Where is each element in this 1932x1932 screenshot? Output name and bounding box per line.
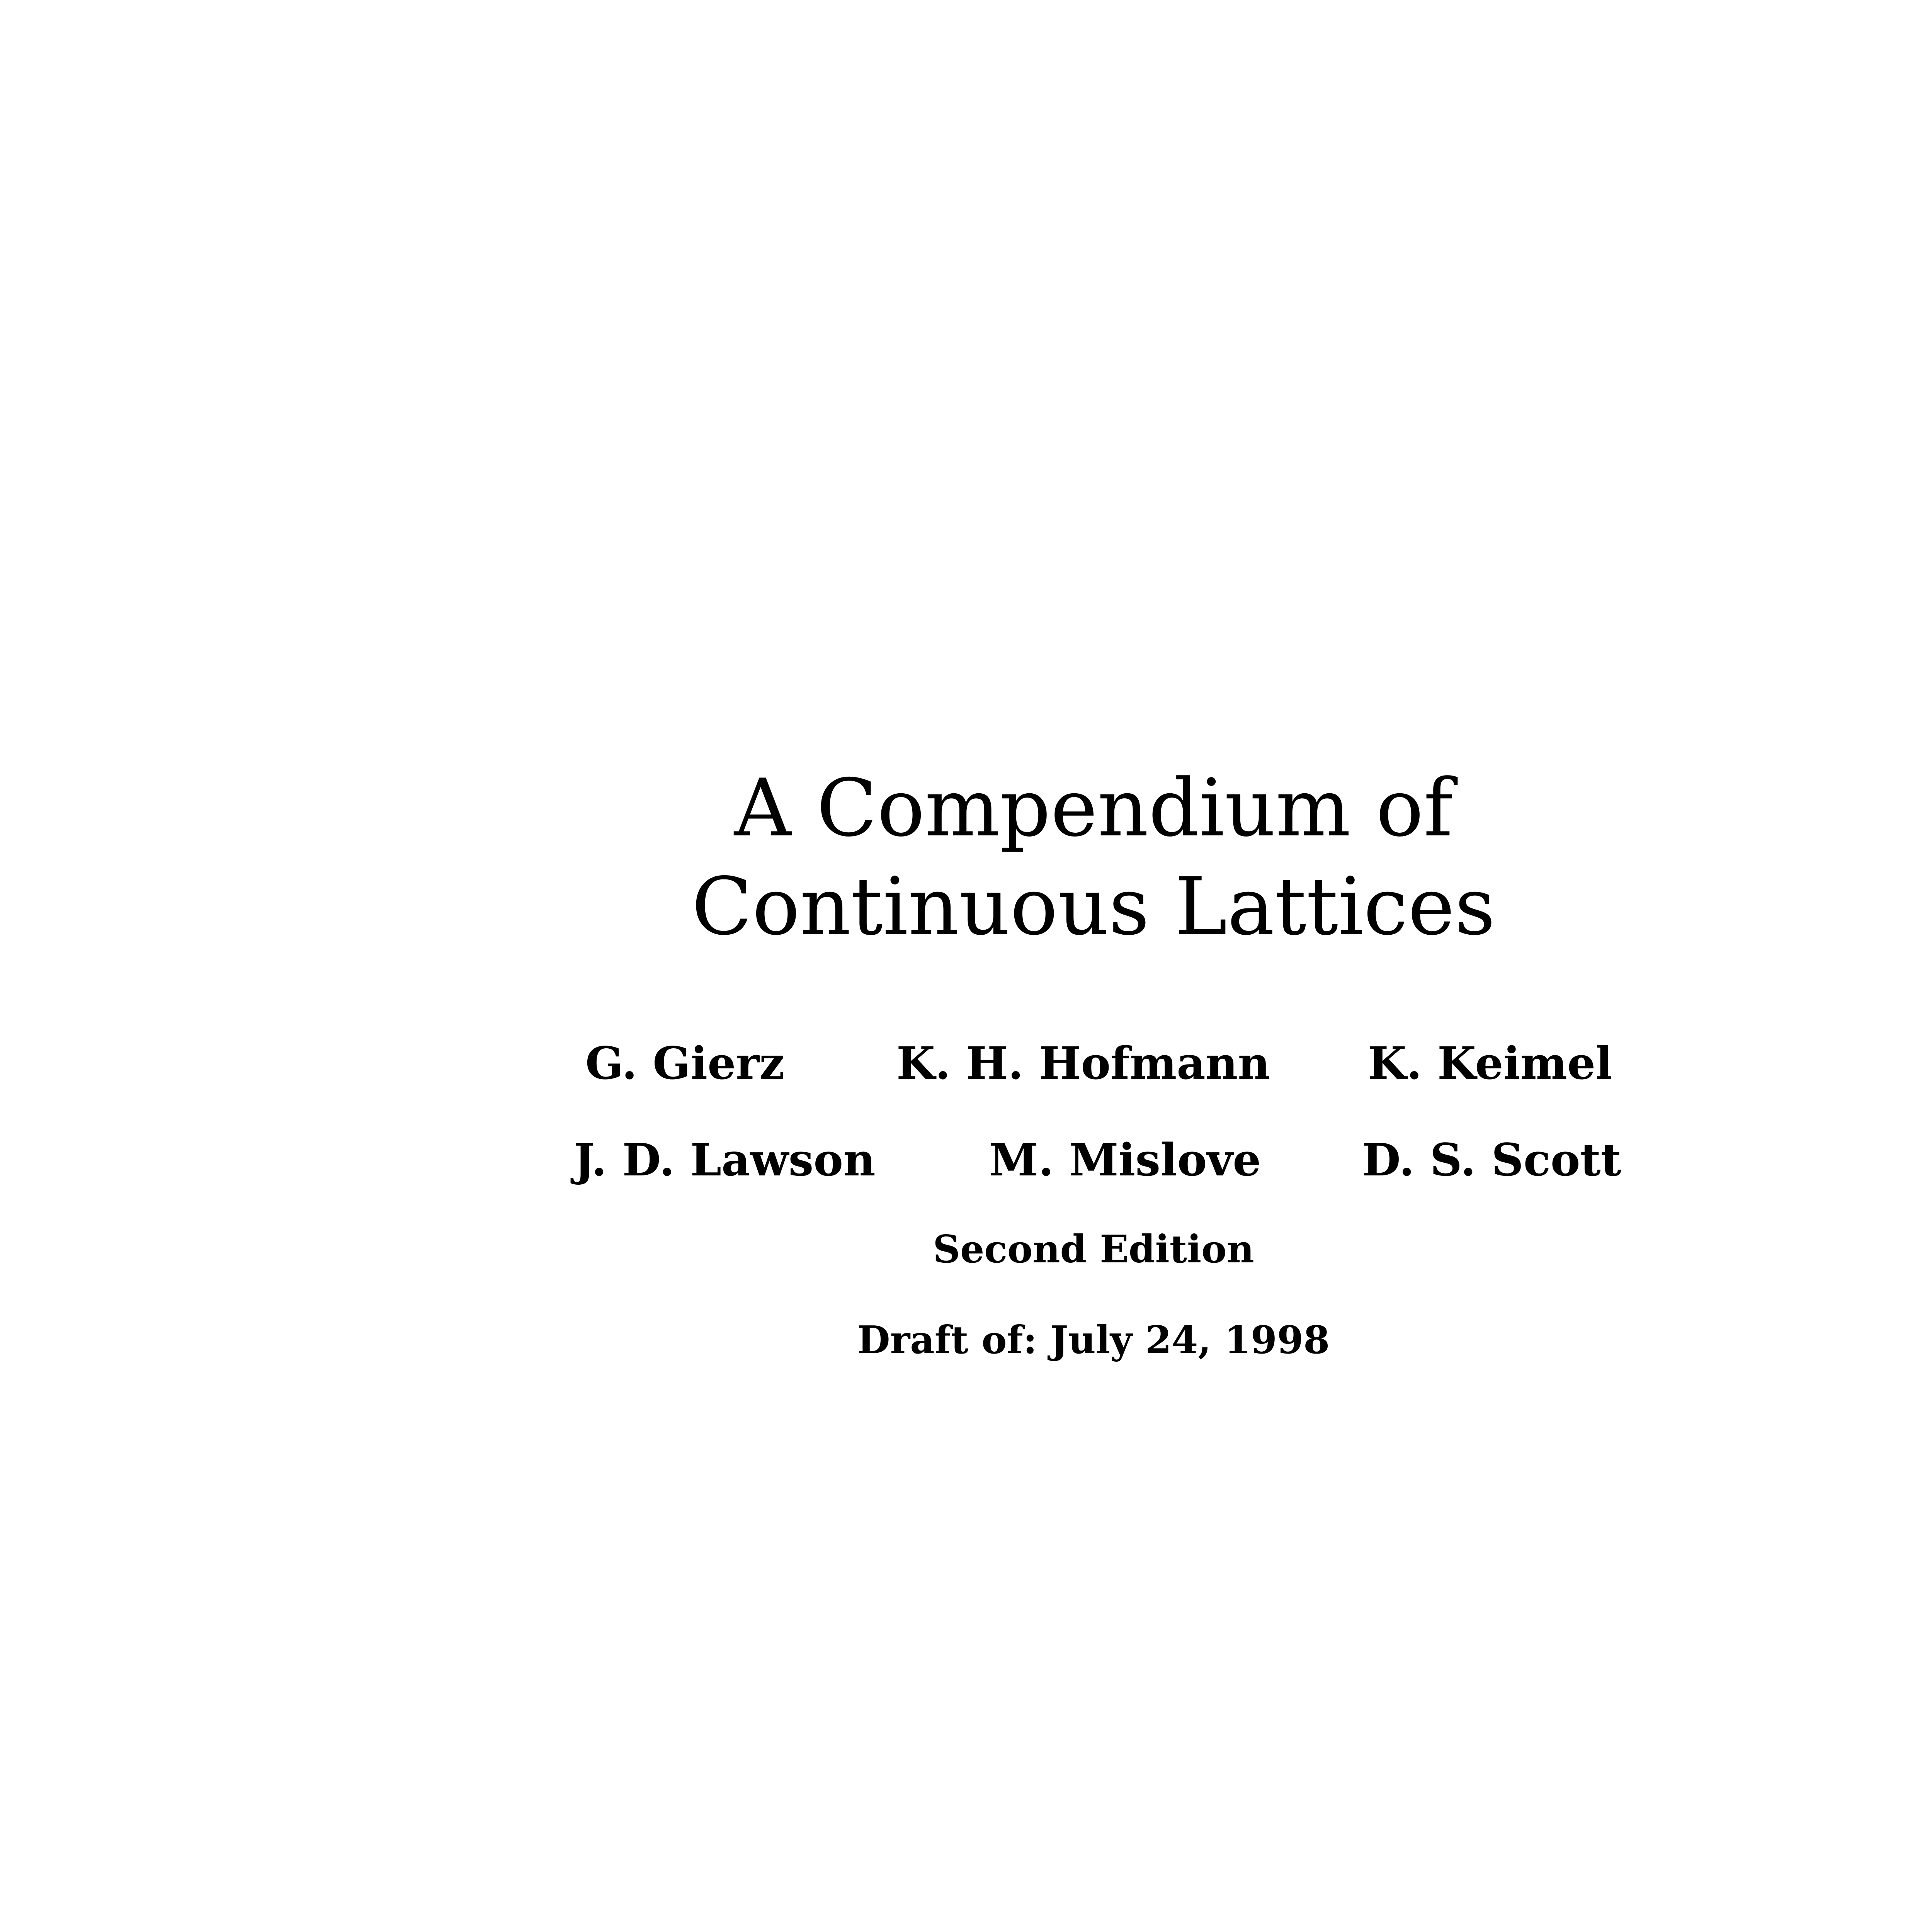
edition-label: Second Edition — [933, 1227, 1254, 1272]
author-scott: D. S. Scott — [1362, 1134, 1621, 1186]
author-mislove: M. Mislove — [989, 1134, 1261, 1186]
author-keimel: K. Keimel — [1368, 1037, 1612, 1090]
book-title-line-2: Continuous Lattices — [691, 861, 1496, 953]
author-lawson: J. D. Lawson — [574, 1134, 876, 1186]
draft-date: Draft of: July 24, 1998 — [857, 1318, 1330, 1362]
book-title-line-1: A Compendium of — [734, 762, 1453, 854]
author-hofmann: K. H. Hofmann — [896, 1037, 1270, 1090]
author-gierz: G. Gierz — [585, 1037, 785, 1090]
